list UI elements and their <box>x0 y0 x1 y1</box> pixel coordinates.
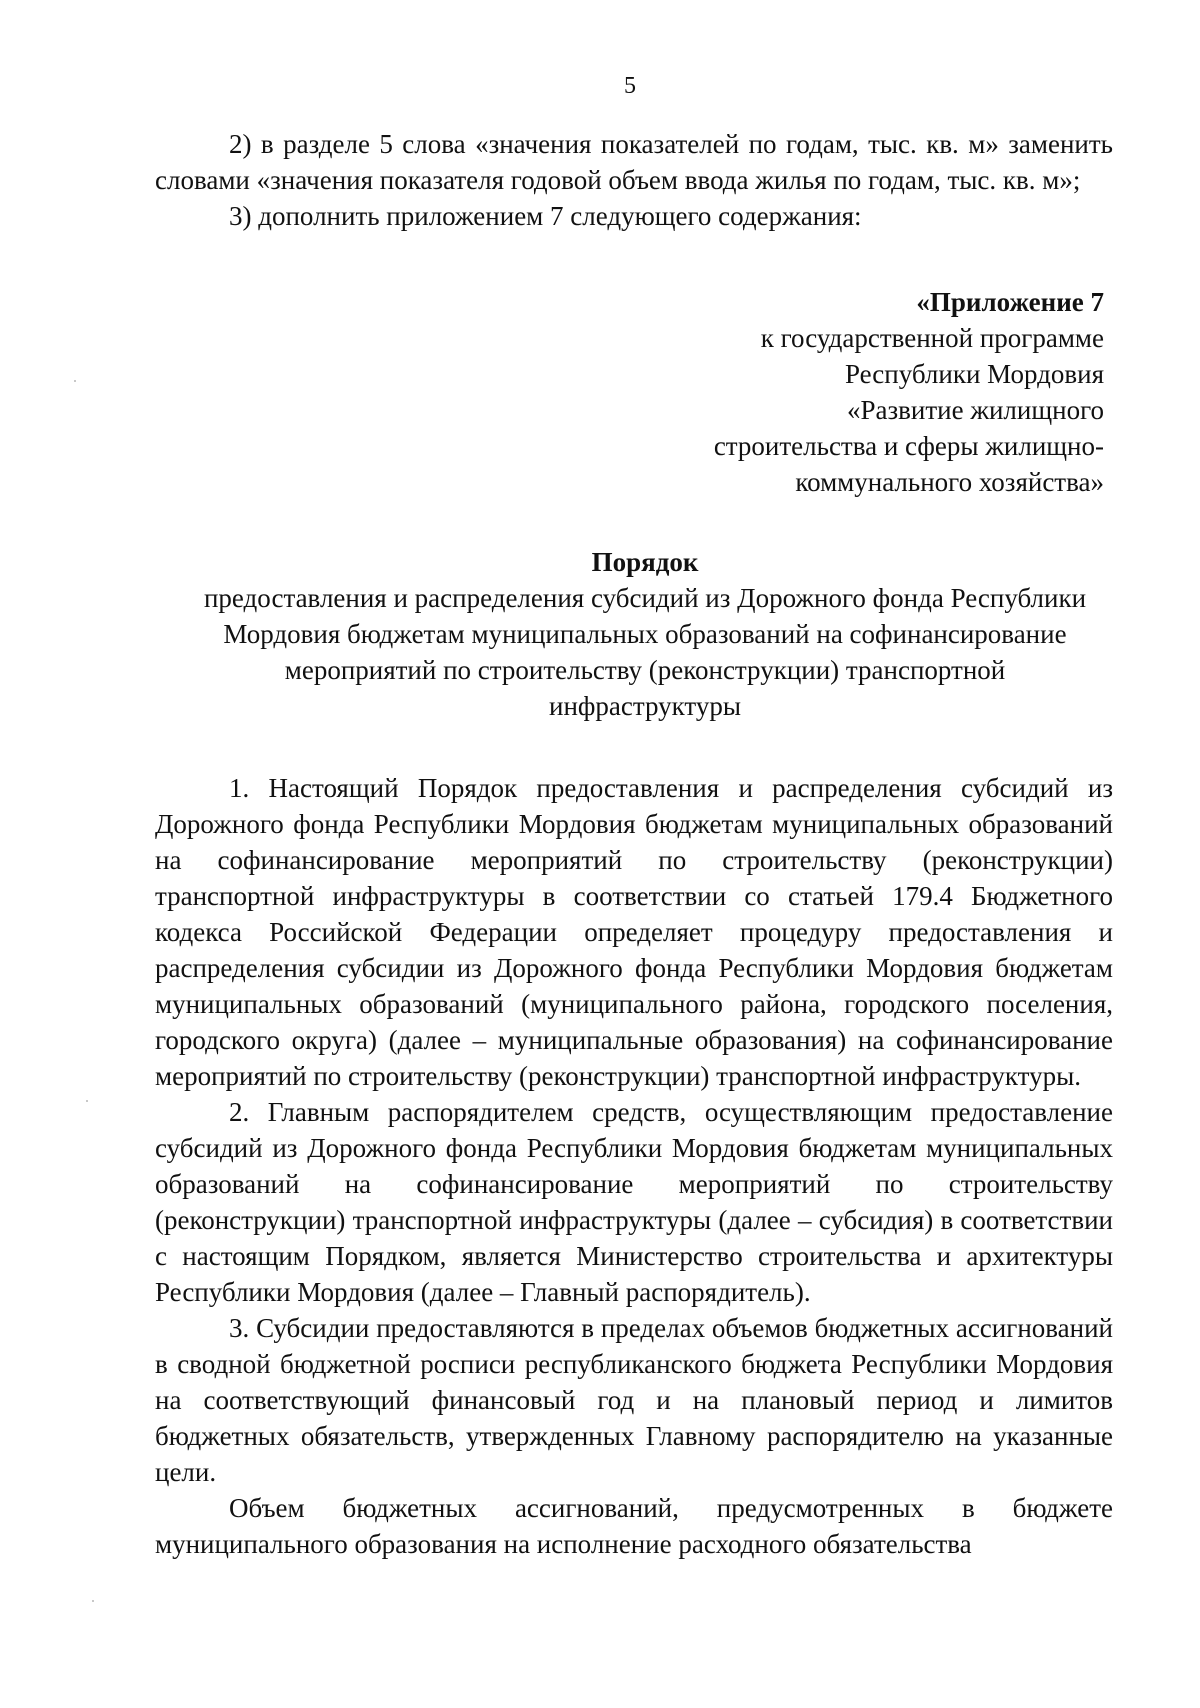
document-title-block <box>150 544 1140 724</box>
document-subtitle-line-1: предоставления и распределения субсидий из Дорожного фонда Республики <box>203 583 1087 613</box>
document-subtitle-line-2: Мордовия бюджетам муниципальных образований на софинансирование <box>223 619 1067 649</box>
appendix-line-2: Республики Мордовия <box>844 359 1104 389</box>
appendix-line-5: коммунального хозяйства» <box>795 467 1104 497</box>
amendment-item-2: 2) в разделе 5 слова «значения показателей по годам, тыс. кв. м» заменить словами «значения показателя годовой объем ввода жилья по годам, тыс. кв. м»; <box>155 129 1113 195</box>
document-subtitle-line-3: мероприятий по строительству (реконструкции) транспортной <box>284 655 1006 685</box>
scan-speck <box>92 1600 94 1602</box>
body-paragraph-2: 2. Главным распорядителем средств, осуществляющим предоставление субсидий из Дорожного фонда Республики Мордовия бюджетам муниципальных образований на софинансирование мероприятий по строительству (реконструкции) транспортной инфраструктуры (далее – субсидия) в соответствии с настоящим Порядком, является Министерство строительства и архитектуры Республики Мордовия (далее – Главный распорядитель). <box>155 1097 1113 1307</box>
scan-speck <box>86 1100 88 1102</box>
appendix-heading: «Приложение 7 <box>916 287 1104 317</box>
appendix-line-4: строительства и сферы жилищно- <box>713 431 1104 461</box>
page-number: 5 <box>624 73 636 99</box>
scan-speck <box>74 380 76 382</box>
amendment-items <box>155 126 1113 234</box>
body-paragraph-1: 1. Настоящий Порядок предоставления и распределения субсидий из Дорожного фонда Республики Мордовия бюджетам муниципальных образований на софинансирование мероприятий по строительству (реконструкции) транспортной инфраструктуры в соответствии со статьей 179.4 Бюджетного кодекса Российской Федерации определяет процедуру предоставления и распределения субсидии из Дорожного фонда Республики Мордовия бюджетам муниципальных образований (муниципального района, городского поселения, городского округа) (далее – муниципальные образования) на софинансирование мероприятий по строительству (реконструкции) транспортной инфраструктуры. <box>155 773 1113 1091</box>
body-paragraph-4: Объем бюджетных ассигнований, предусмотренных в бюджете муниципального образования на исполнение расходного обязательства <box>155 1493 1113 1559</box>
appendix-header <box>504 284 1104 500</box>
document-subtitle-line-4: инфраструктуры <box>549 691 741 721</box>
document-body <box>155 770 1113 1562</box>
appendix-line-3: «Развитие жилищного <box>846 395 1104 425</box>
body-paragraph-3: 3. Субсидии предоставляются в пределах объемов бюджетных ассигнований в сводной бюджетной росписи республиканского бюджета Республики Мордовия на соответствующий финансовый год и на плановый период и лимитов бюджетных обязательств, утвержденных Главному распорядителю на указанные цели. <box>155 1313 1113 1487</box>
document-title: Порядок <box>591 547 699 577</box>
amendment-item-3: 3) дополнить приложением 7 следующего содержания: <box>229 201 862 231</box>
appendix-line-1: к государственной программе <box>760 323 1104 353</box>
